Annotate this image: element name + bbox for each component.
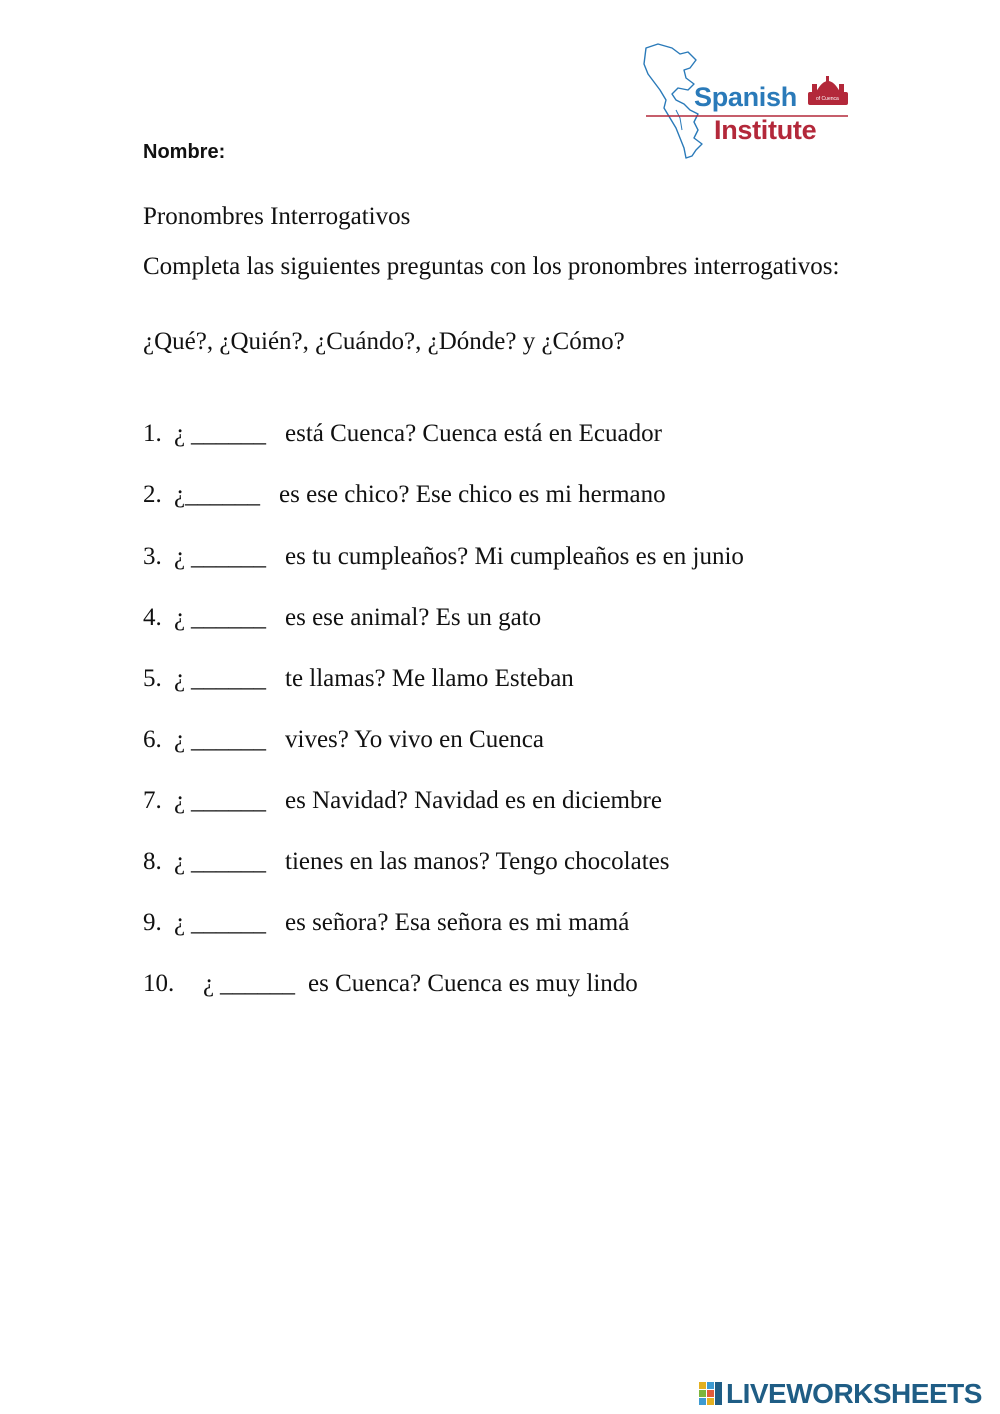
question-number: 3.: [143, 543, 162, 570]
logo-text-institute: Institute: [714, 115, 817, 145]
question-item: [143, 481, 666, 513]
question-text: es señora? Esa señora es mi mamá: [285, 909, 630, 936]
answer-blank[interactable]: ______: [191, 787, 266, 814]
question-number: 1.: [143, 420, 162, 447]
question-text: es ese animal? Es un gato: [285, 604, 542, 631]
answer-blank[interactable]: ______: [185, 481, 260, 508]
question-text: es Cuenca? Cuenca es muy lindo: [308, 970, 638, 997]
spanish-institute-logo: [636, 40, 856, 162]
liveworksheets-icon: [698, 1381, 724, 1407]
question-mark: ¿: [174, 420, 186, 447]
question-item: [143, 909, 629, 941]
answer-blank[interactable]: ______: [191, 420, 266, 447]
logo-subtext: of Cuenca: [816, 96, 839, 102]
answer-blank[interactable]: ______: [220, 970, 295, 997]
question-mark: ¿: [203, 970, 215, 997]
question-item: [143, 543, 744, 575]
question-mark: ¿: [174, 665, 186, 692]
answer-blank[interactable]: ______: [191, 604, 266, 631]
question-number: 2.: [143, 481, 162, 508]
question-item: [143, 970, 638, 1002]
question-number: 8.: [143, 848, 162, 875]
question-mark: ¿: [174, 481, 186, 508]
question-text: te llamas? Me llamo Esteban: [285, 665, 574, 692]
answer-blank[interactable]: ______: [191, 909, 266, 936]
answer-blank[interactable]: ______: [191, 665, 266, 692]
question-number: 7.: [143, 787, 162, 814]
worksheet-title: Pronombres Interrogativos: [143, 203, 411, 230]
question-mark: ¿: [174, 604, 186, 631]
name-label: Nombre:: [143, 141, 226, 163]
question-item: [143, 604, 541, 636]
answer-blank[interactable]: ______: [191, 848, 266, 875]
question-text: está Cuenca? Cuenca está en Ecuador: [285, 420, 662, 447]
question-mark: ¿: [174, 726, 186, 753]
liveworksheets-brand: LIVEWORKSHEETS: [726, 1378, 982, 1409]
question-mark: ¿: [174, 909, 186, 936]
pronoun-options: ¿Qué?, ¿Quién?, ¿Cuándo?, ¿Dónde? y ¿Cómo?: [143, 328, 625, 355]
question-item: [143, 726, 544, 758]
question-number: 10.: [143, 970, 175, 997]
question-text: tienes en las manos? Tengo chocolates: [285, 848, 670, 875]
question-number: 9.: [143, 909, 162, 936]
question-mark: ¿: [174, 848, 186, 875]
question-mark: ¿: [174, 787, 186, 814]
question-text: vives? Yo vivo en Cuenca: [285, 726, 544, 753]
answer-blank[interactable]: ______: [191, 726, 266, 753]
question-item: [143, 420, 662, 452]
question-text: es ese chico? Ese chico es mi hermano: [279, 481, 666, 508]
question-item: [143, 787, 662, 819]
question-item: [143, 665, 574, 697]
question-number: 5.: [143, 665, 162, 692]
question-text: es Navidad? Navidad es en diciembre: [285, 787, 662, 814]
liveworksheets-footer: [698, 1378, 982, 1410]
question-number: 6.: [143, 726, 162, 753]
logo-text-spanish: Spanish: [694, 82, 797, 112]
question-item: [143, 848, 669, 880]
question-number: 4.: [143, 604, 162, 631]
question-text: es tu cumpleaños? Mi cumpleaños es en junio: [285, 543, 744, 570]
question-mark: ¿: [174, 543, 186, 570]
instructions: Completa las siguientes preguntas con los pronombres interrogativos:: [143, 253, 840, 280]
answer-blank[interactable]: ______: [191, 543, 266, 570]
